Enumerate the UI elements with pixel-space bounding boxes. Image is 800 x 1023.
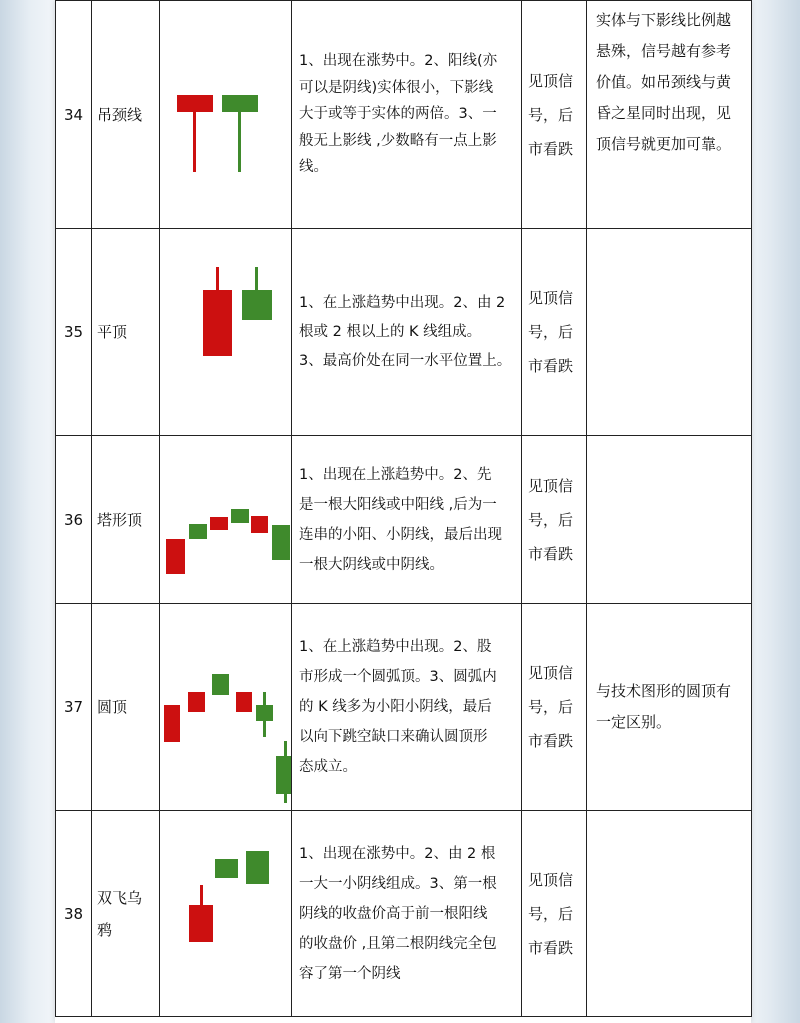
candle-body <box>222 95 258 112</box>
signal-line: 市看跌 <box>528 357 574 375</box>
signal-line: 见顶信 <box>528 289 574 307</box>
candle-body <box>188 692 205 712</box>
note-cell <box>587 229 752 436</box>
pattern-description <box>292 436 522 604</box>
candle-body <box>256 705 273 721</box>
signal-line: 市看跌 <box>528 544 574 563</box>
row-number: 35 <box>56 229 92 436</box>
pattern-name: 平顶 <box>92 229 160 436</box>
candlestick-pattern-table <box>55 0 752 1017</box>
desc-line: 大于或等于实体的两倍。3、一 <box>299 106 497 123</box>
signal-line: 见顶信 <box>528 476 574 495</box>
desc-line: 市形成一个圆弧顶。3、圆弧内 <box>299 669 497 685</box>
desc-line: 1、出现在涨势中。2、由 2 根 <box>299 845 496 862</box>
desc-line: 1、在上涨趋势中出现。2、股 <box>299 639 492 655</box>
candle-upper-shadow <box>200 885 203 907</box>
note-cell <box>587 604 752 811</box>
desc-line: 可以是阴线)实体很小，下影线 <box>299 79 494 96</box>
desc-line: 3、最高价处在同一水平位置上。 <box>299 352 512 369</box>
note-cell <box>587 436 752 604</box>
desc-line: 一大一小阴线组成。3、第一根 <box>299 875 497 892</box>
candle-body <box>215 859 238 878</box>
table-row <box>56 1 752 229</box>
pattern-figure <box>160 436 292 604</box>
signal-line: 市看跌 <box>528 139 574 158</box>
candle-lower-shadow <box>193 112 196 172</box>
signal-line: 市看跌 <box>528 938 574 957</box>
signal-cell <box>522 604 587 811</box>
candle-body <box>246 851 269 884</box>
candle-body <box>177 95 213 112</box>
candle-body <box>164 705 180 742</box>
signal-line: 号，后 <box>528 698 574 716</box>
table-row <box>56 229 752 436</box>
candle-body <box>236 692 252 712</box>
row-number: 37 <box>56 604 92 811</box>
candle-body <box>212 674 229 695</box>
signal-line: 号，后 <box>528 105 574 124</box>
row-number: 38 <box>56 811 92 1017</box>
pattern-name: 圆顶 <box>92 604 160 811</box>
note-line: 一定区别。 <box>596 713 672 731</box>
pattern-description <box>292 604 522 811</box>
signal-line: 号，后 <box>528 510 574 529</box>
note-line: 与技术图形的圆顶有 <box>596 682 732 700</box>
candle-upper-shadow <box>216 267 219 292</box>
pattern-description <box>292 1 522 229</box>
candle-body <box>203 290 232 356</box>
pattern-name: 塔形顶 <box>92 436 160 604</box>
signal-cell <box>522 811 587 1017</box>
name-line: 双飞乌 <box>97 888 143 907</box>
table-sheet <box>55 0 751 1023</box>
signal-cell <box>522 436 587 604</box>
candle-body <box>242 290 272 320</box>
candle-body <box>166 539 185 574</box>
pattern-figure <box>160 229 292 436</box>
pattern-figure <box>160 811 292 1017</box>
note-line: 实体与下影线比例越 <box>596 11 732 29</box>
row-number: 36 <box>56 436 92 604</box>
desc-line: 1、出现在上涨趋势中。2、先 <box>299 466 492 483</box>
note-cell <box>587 811 752 1017</box>
note-line: 价值。如吊颈线与黄 <box>596 73 732 91</box>
pattern-description <box>292 229 522 436</box>
signal-line: 见顶信 <box>528 870 574 889</box>
candle-body <box>189 524 207 539</box>
candle-body <box>210 517 228 530</box>
desc-line: 阴线的收盘价高于前一根阳线 <box>299 905 488 922</box>
signal-line: 市看跌 <box>528 732 574 750</box>
desc-line: 是一根大阳线或中阳线 ,后为一 <box>299 496 497 513</box>
desc-line: 根或 2 根以上的 K 线组成。 <box>299 323 482 340</box>
signal-line: 号，后 <box>528 904 574 923</box>
note-line: 顶信号就更加可靠。 <box>596 135 732 153</box>
pattern-description <box>292 811 522 1017</box>
desc-line: 态成立。 <box>299 759 357 775</box>
candle-body <box>276 756 292 794</box>
candle-upper-shadow <box>255 267 258 292</box>
pattern-name: 吊颈线 <box>92 1 160 229</box>
row-number: 34 <box>56 1 92 229</box>
table-row <box>56 811 752 1017</box>
desc-line: 线。 <box>299 159 328 176</box>
candle-lower-shadow <box>238 112 241 172</box>
signal-line: 见顶信 <box>528 664 574 682</box>
signal-cell <box>522 229 587 436</box>
desc-line: 1、在上涨趋势中出现。2、由 2 <box>299 294 506 311</box>
desc-line: 连串的小阳、小阴线，最后出现 <box>299 526 502 543</box>
candle-body <box>189 905 213 942</box>
desc-line: 容了第一个阴线 <box>299 965 401 982</box>
pattern-figure <box>160 1 292 229</box>
desc-line: 的 K 线多为小阳小阴线，最后 <box>299 699 492 715</box>
signal-line: 见顶信 <box>528 71 574 90</box>
candle-body <box>251 516 268 533</box>
signal-cell <box>522 1 587 229</box>
table-row <box>56 604 752 811</box>
desc-line: 一根大阴线或中阴线。 <box>299 556 444 573</box>
desc-line: 以向下跳空缺口来确认圆顶形 <box>299 729 488 745</box>
desc-line: 1、出现在涨势中。2、阳线(亦 <box>299 53 498 70</box>
candle-body <box>272 525 290 560</box>
table-row <box>56 436 752 604</box>
note-cell <box>587 1 752 229</box>
pattern-name <box>92 811 160 1017</box>
note-line: 昏之星同时出现，见 <box>596 104 732 122</box>
pattern-figure <box>160 604 292 811</box>
name-line: 鸦 <box>97 920 113 939</box>
candle-body <box>231 509 249 523</box>
note-line: 悬殊，信号越有参考 <box>596 42 732 60</box>
desc-line: 般无上影线 ,少数略有一点上影 <box>299 132 497 149</box>
signal-line: 号，后 <box>528 323 574 341</box>
desc-line: 的收盘价 ,且第二根阴线完全包 <box>299 935 497 952</box>
